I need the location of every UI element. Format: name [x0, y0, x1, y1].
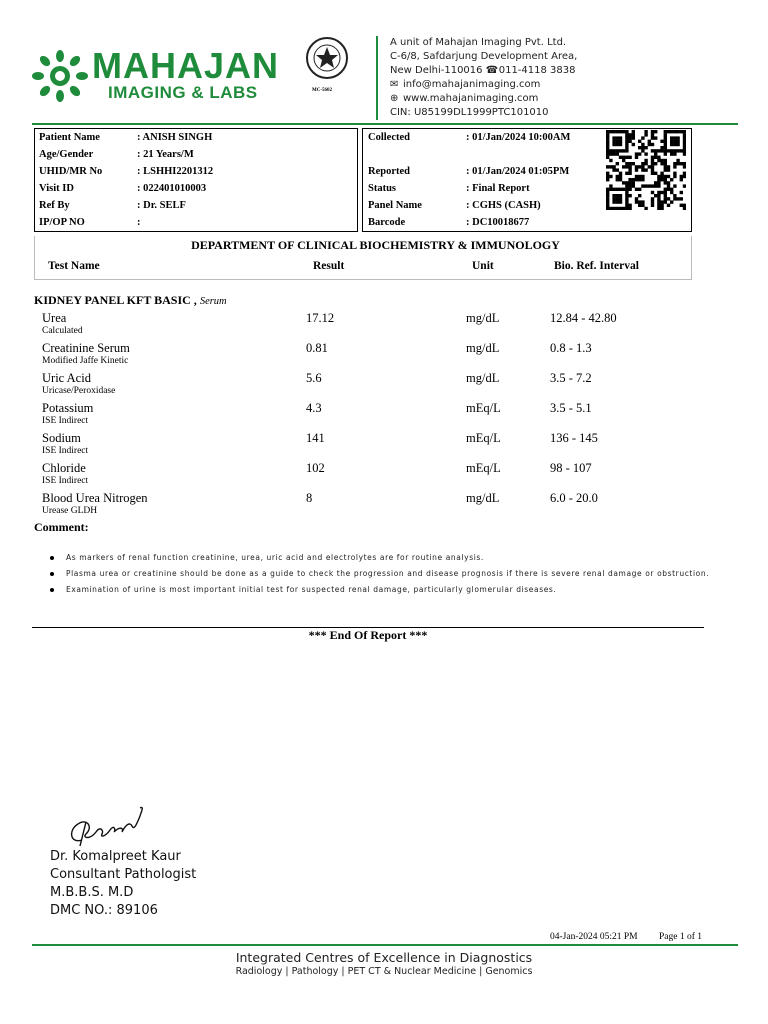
test-method: Urease GLDH	[42, 506, 98, 516]
patient-fields	[39, 129, 213, 231]
column-test-name: Test Name	[48, 260, 100, 272]
report-field-row: Reported : 01/Jan/2024 01:05PM	[368, 166, 570, 177]
flower-logo-icon	[32, 50, 88, 102]
panel-title: KIDNEY PANEL KFT BASIC , Serum	[34, 293, 227, 307]
address-line-2: C-6/8, Safdarjung Development Area,	[390, 51, 578, 62]
end-of-report: *** End Of Report ***	[308, 628, 428, 642]
department-title: DEPARTMENT OF CLINICAL BIOCHEMISTRY & IMMUNOLOGY	[191, 238, 560, 252]
test-ref-interval: 3.5 - 7.2	[550, 371, 592, 385]
signatory-title: Consultant Pathologist	[50, 867, 197, 882]
test-ref-interval: 0.8 - 1.3	[550, 341, 592, 355]
page-number: Page 1 of 1	[659, 932, 703, 942]
globe-icon: ⊕	[390, 93, 399, 104]
test-unit: mg/dL	[466, 341, 500, 355]
email-icon: ✉	[390, 79, 399, 90]
test-unit: mg/dL	[466, 491, 500, 505]
address-line-1: A unit of Mahajan Imaging Pvt. Ltd.	[390, 37, 567, 48]
signatory-name: Dr. Komalpreet Kaur	[50, 849, 181, 864]
test-unit: mEq/L	[466, 401, 501, 415]
test-unit: mg/dL	[466, 311, 500, 325]
test-name: Blood Urea Nitrogen	[42, 491, 148, 505]
test-name: Urea	[42, 311, 67, 325]
website-line	[390, 92, 538, 106]
phone-icon: ☎	[485, 65, 499, 76]
test-result: 5.6	[306, 371, 322, 385]
report-fields	[368, 129, 570, 231]
patient-field-row: Ref By : Dr. SELF	[39, 200, 186, 211]
bullet-dot-icon	[50, 588, 54, 592]
patient-field-row: IP/OP NO :	[39, 217, 141, 228]
website-link[interactable]: www.mahajanimaging.com	[403, 93, 539, 104]
test-name: Uric Acid	[42, 371, 91, 385]
email-line	[390, 78, 540, 92]
report-field-row: Collected : 01/Jan/2024 10:00AM	[368, 132, 571, 143]
test-result: 8	[306, 491, 313, 505]
patient-field-row: Visit ID : 022401010003	[39, 183, 207, 194]
test-ref-interval: 6.0 - 20.0	[550, 491, 598, 505]
test-name: Chloride	[42, 461, 86, 475]
report-field-row: Barcode : DC10018677	[368, 217, 530, 228]
report-field-row: Panel Name : CGHS (CASH)	[368, 200, 541, 211]
test-method: Uricase/Peroxidase	[42, 386, 116, 396]
comment-label: Comment:	[34, 520, 89, 534]
column-ref-interval: Bio. Ref. Interval	[554, 260, 639, 272]
column-unit: Unit	[472, 260, 494, 272]
footer-tagline: Integrated Centres of Excellence in Diagnostics	[235, 950, 533, 965]
footer-green-rule	[32, 944, 738, 946]
bullet-dot-icon	[50, 556, 54, 560]
signature-image	[64, 800, 154, 850]
test-result: 4.3	[306, 401, 322, 415]
brand-subtitle: IMAGING & LABS	[108, 83, 258, 102]
patient-field-row: Age/Gender : 21 Years/M	[39, 149, 194, 160]
email-address[interactable]: info@mahajanimaging.com	[403, 79, 541, 90]
test-result: 102	[306, 461, 325, 475]
comment-bullet: Examination of urine is most important initial test for suspected renal damage, particularly glomerular diseases.	[50, 585, 556, 594]
bullet-dot-icon	[50, 572, 54, 576]
address-line-3: New Delhi-110016 ☎011-4118 3838	[390, 65, 576, 76]
signatory-registration: DMC NO.: 89106	[50, 903, 158, 918]
test-ref-interval: 12.84 - 42.80	[550, 311, 617, 325]
test-unit: mEq/L	[466, 431, 501, 445]
signatory-degree: M.B.B.S. M.D	[50, 885, 134, 900]
panel-specimen: Serum	[199, 296, 227, 307]
comment-bullet: As markers of renal function creatinine, urea, uric acid and electrolytes are for routine analysis.	[50, 553, 484, 562]
cin-number: CIN: U85199DL1999PTC101010	[390, 107, 549, 118]
test-name: Creatinine Serum	[42, 341, 130, 355]
test-ref-interval: 3.5 - 5.1	[550, 401, 592, 415]
brand-name: MAHAJAN	[92, 45, 279, 86]
test-method: ISE Indirect	[42, 446, 89, 456]
report-field-row	[368, 146, 570, 163]
test-method: ISE Indirect	[42, 416, 89, 426]
test-method: Modified Jaffe Kinetic	[42, 356, 129, 366]
test-result: 0.81	[306, 341, 328, 355]
header-divider	[376, 36, 378, 120]
test-result: 141	[306, 431, 325, 445]
test-name: Potassium	[42, 401, 94, 415]
test-method: Calculated	[42, 326, 83, 336]
report-field-row: Status : Final Report	[368, 183, 530, 194]
test-ref-interval: 98 - 107	[550, 461, 592, 475]
seal-code: MC-5602	[312, 88, 332, 93]
footer-services: Radiology | Pathology | PET CT & Nuclear Medicine | Genomics	[235, 966, 533, 977]
test-unit: mg/dL	[466, 371, 500, 385]
test-unit: mEq/L	[466, 461, 501, 475]
comment-bullet: Plasma urea or creatinine should be done as a guide to check the progression and disease prognosis if there is severe renal damage or obstruction.	[50, 569, 709, 578]
signatory-block	[50, 848, 196, 920]
patient-field-row: UHID/MR No : LSHHI2201312	[39, 166, 214, 177]
qr-code-icon	[606, 130, 686, 210]
nabl-seal-icon	[302, 36, 352, 88]
test-result: 17.12	[306, 311, 335, 325]
phone-number: 011-4118 3838	[498, 65, 576, 76]
patient-field-row: Patient Name : ANISH SINGH	[39, 132, 213, 143]
printed-timestamp: 04-Jan-2024 05:21 PM	[550, 932, 638, 942]
test-ref-interval: 136 - 145	[550, 431, 598, 445]
header-green-rule	[32, 123, 738, 125]
column-result: Result	[313, 260, 345, 272]
test-method: ISE Indirect	[42, 476, 89, 486]
test-name: Sodium	[42, 431, 81, 445]
